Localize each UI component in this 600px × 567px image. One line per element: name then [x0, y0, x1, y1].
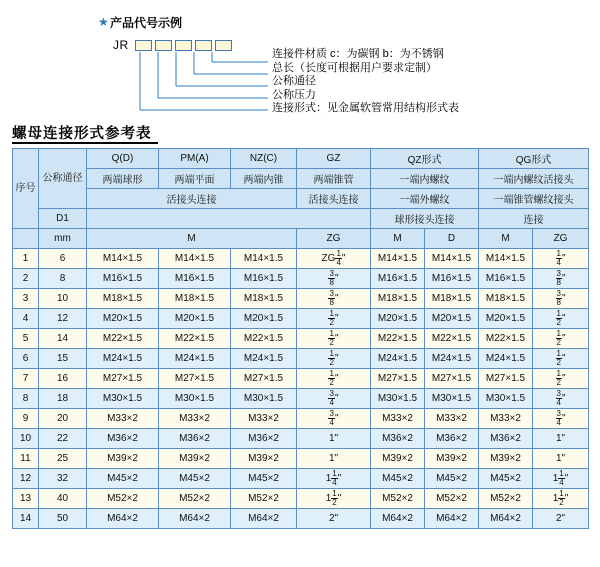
- header-dn: 公称通径: [39, 149, 87, 209]
- header-connect-qg: 一端锥管螺纹接头: [479, 189, 589, 209]
- row-q: M14×1.5: [87, 249, 159, 269]
- row-qg-zg: $\frac{1}{4}$ ": [533, 249, 589, 269]
- header-unit-m: M: [87, 229, 297, 249]
- row-gz: 1 $\frac{1}{4}$ ": [297, 469, 371, 489]
- row-q: M39×2: [87, 449, 159, 469]
- row-q: M20×1.5: [87, 309, 159, 329]
- row-pm: M14×1.5: [159, 249, 231, 269]
- row-qz-m: M52×2: [371, 489, 425, 509]
- row-qg-zg: $\frac{1}{2}$ ": [533, 329, 589, 349]
- row-qg-m: M64×2: [479, 509, 533, 529]
- row-nz: M64×2: [231, 509, 297, 529]
- row-nz: M16×1.5: [231, 269, 297, 289]
- row-pm: M16×1.5: [159, 269, 231, 289]
- row-dn: 14: [39, 329, 87, 349]
- row-qg-m: M27×1.5: [479, 369, 533, 389]
- row-qz-d: M22×1.5: [425, 329, 479, 349]
- row-qg-zg: 2": [533, 509, 589, 529]
- row-qz-m: M64×2: [371, 509, 425, 529]
- legend-label-pressure: 公称压力: [272, 88, 316, 101]
- row-qz-d: M16×1.5: [425, 269, 479, 289]
- header-unit-mm: mm: [39, 229, 87, 249]
- title-underline: [12, 142, 158, 144]
- code-box-5: [215, 40, 232, 51]
- row-seq: 11: [13, 449, 39, 469]
- row-qz-d: M27×1.5: [425, 369, 479, 389]
- row-qg-zg: $\frac{3}{4}$ ": [533, 389, 589, 409]
- row-qz-m: M30×1.5: [371, 389, 425, 409]
- header-unit-zg: ZG: [297, 229, 371, 249]
- row-dn: 8: [39, 269, 87, 289]
- product-code-legend: [0, 0, 600, 118]
- row-qz-m: M27×1.5: [371, 369, 425, 389]
- row-pm: M36×2: [159, 429, 231, 449]
- row-qg-m: M14×1.5: [479, 249, 533, 269]
- row-qz-d: M52×2: [425, 489, 479, 509]
- row-q: M27×1.5: [87, 369, 159, 389]
- header-unit-qg-zg: ZG: [533, 229, 589, 249]
- header-row-connect: [13, 189, 589, 209]
- row-qg-m: M33×2: [479, 409, 533, 429]
- table-row: [13, 389, 589, 409]
- legend-label-connection: 连接形式：见金属软管常用结构形式表: [272, 102, 459, 115]
- row-seq: 12: [13, 469, 39, 489]
- header-group-gz: GZ: [297, 149, 371, 169]
- row-nz: M39×2: [231, 449, 297, 469]
- row-qz-d: M39×2: [425, 449, 479, 469]
- row-pm: M33×2: [159, 409, 231, 429]
- row-gz: $\frac{1}{2}$ ": [297, 309, 371, 329]
- row-pm: M30×1.5: [159, 389, 231, 409]
- row-pm: M27×1.5: [159, 369, 231, 389]
- row-seq: 3: [13, 289, 39, 309]
- row-pm: M64×2: [159, 509, 231, 529]
- table-row: [13, 309, 589, 329]
- row-nz: M20×1.5: [231, 309, 297, 329]
- row-qz-d: M14×1.5: [425, 249, 479, 269]
- row-seq: 1: [13, 249, 39, 269]
- legend-labels: [272, 48, 459, 116]
- row-seq: 5: [13, 329, 39, 349]
- row-q: M45×2: [87, 469, 159, 489]
- row-qz-m: M20×1.5: [371, 309, 425, 329]
- row-qg-zg: $\frac{1}{2}$ ": [533, 349, 589, 369]
- row-dn: 18: [39, 389, 87, 409]
- table-row: [13, 429, 589, 449]
- header-group-q: Q(D): [87, 149, 159, 169]
- row-qg-zg: $\frac{3}{4}$ ": [533, 409, 589, 429]
- header-type-gz: 两端锥管: [297, 169, 371, 189]
- header-row-groups: [13, 149, 589, 169]
- row-qz-m: M22×1.5: [371, 329, 425, 349]
- row-pm: M20×1.5: [159, 309, 231, 329]
- row-q: M18×1.5: [87, 289, 159, 309]
- header-group-nz: NZ(C): [231, 149, 297, 169]
- row-q: M64×2: [87, 509, 159, 529]
- header-type-qz: 一端内螺纹: [371, 169, 479, 189]
- table-header: [13, 149, 589, 249]
- row-nz: M45×2: [231, 469, 297, 489]
- page-title: 螺母连接形式参考表: [12, 126, 152, 142]
- header-connect-qz: 一端外螺纹: [371, 189, 479, 209]
- header-seq: 序号: [13, 149, 39, 229]
- row-qz-m: M36×2: [371, 429, 425, 449]
- header-group-pm: PM(A): [159, 149, 231, 169]
- row-dn: 10: [39, 289, 87, 309]
- row-gz: 1": [297, 429, 371, 449]
- row-qz-d: M36×2: [425, 429, 479, 449]
- table-row: [13, 409, 589, 429]
- row-qg-zg: $\frac{1}{2}$ ": [533, 309, 589, 329]
- table-row: [13, 369, 589, 389]
- legend-label-length: 总长（长度可根据用户要求定制）: [272, 61, 437, 74]
- row-pm: M24×1.5: [159, 349, 231, 369]
- row-seq: 6: [13, 349, 39, 369]
- row-seq: 2: [13, 269, 39, 289]
- row-qg-zg: 1 $\frac{1}{2}$ ": [533, 489, 589, 509]
- row-pm: M39×2: [159, 449, 231, 469]
- row-nz: M14×1.5: [231, 249, 297, 269]
- row-nz: M52×2: [231, 489, 297, 509]
- row-q: M52×2: [87, 489, 159, 509]
- header-row-d1: [13, 209, 589, 229]
- row-nz: M22×1.5: [231, 329, 297, 349]
- row-gz: $\frac{1}{2}$ ": [297, 349, 371, 369]
- header-blank: [87, 209, 371, 229]
- row-qz-d: M45×2: [425, 469, 479, 489]
- row-dn: 16: [39, 369, 87, 389]
- header-unit-qg-m: M: [479, 229, 533, 249]
- row-qg-zg: 1 $\frac{1}{4}$ ": [533, 469, 589, 489]
- row-dn: 6: [39, 249, 87, 269]
- legend-label-diameter: 公称通径: [272, 75, 316, 88]
- code-box-2: [155, 40, 172, 51]
- row-gz: 2": [297, 509, 371, 529]
- row-nz: M30×1.5: [231, 389, 297, 409]
- star-icon: ★: [98, 15, 109, 29]
- header-connect-gz: 活接头连接: [297, 189, 371, 209]
- row-qz-d: M33×2: [425, 409, 479, 429]
- row-q: M30×1.5: [87, 389, 159, 409]
- row-q: M24×1.5: [87, 349, 159, 369]
- row-seq: 8: [13, 389, 39, 409]
- row-dn: 32: [39, 469, 87, 489]
- row-q: M36×2: [87, 429, 159, 449]
- code-box-3: [175, 40, 192, 51]
- row-dn: 50: [39, 509, 87, 529]
- row-qz-d: M30×1.5: [425, 389, 479, 409]
- header-qz-sub: 球形接头连接: [371, 209, 479, 229]
- row-qg-zg: 1": [533, 449, 589, 469]
- row-gz: 1 $\frac{1}{2}$ ": [297, 489, 371, 509]
- row-qg-zg: $\frac{1}{2}$ ": [533, 369, 589, 389]
- row-pm: M22×1.5: [159, 329, 231, 349]
- row-seq: 10: [13, 429, 39, 449]
- header-type-nz: 两端内锥: [231, 169, 297, 189]
- header-connect-left: 活接头连接: [87, 189, 297, 209]
- table-row: [13, 509, 589, 529]
- row-qz-m: M24×1.5: [371, 349, 425, 369]
- row-qz-d: M18×1.5: [425, 289, 479, 309]
- nut-connection-table-wrap: [12, 148, 588, 529]
- row-gz: $\frac{3}{4}$ ": [297, 409, 371, 429]
- row-qz-d: M24×1.5: [425, 349, 479, 369]
- header-qg-sub: 连接: [479, 209, 589, 229]
- header-group-qz: QZ形式: [371, 149, 479, 169]
- product-code-sample: [113, 38, 232, 52]
- row-qg-zg: $\frac{3}{8}$ ": [533, 269, 589, 289]
- row-seq: 7: [13, 369, 39, 389]
- row-qg-m: M30×1.5: [479, 389, 533, 409]
- row-qg-m: M52×2: [479, 489, 533, 509]
- row-qz-m: M18×1.5: [371, 289, 425, 309]
- row-dn: 25: [39, 449, 87, 469]
- row-qz-m: M16×1.5: [371, 269, 425, 289]
- table-row: [13, 269, 589, 289]
- row-qz-m: M39×2: [371, 449, 425, 469]
- row-seq: 9: [13, 409, 39, 429]
- row-nz: M27×1.5: [231, 369, 297, 389]
- header-unit-qz-d: D: [425, 229, 479, 249]
- row-qz-d: M20×1.5: [425, 309, 479, 329]
- legend-label-material: 连接件材质 c：为碳钢 b：为不锈钢: [272, 48, 444, 60]
- header-type-q: 两端球形: [87, 169, 159, 189]
- row-gz: $\frac{3}{4}$ ": [297, 389, 371, 409]
- row-qz-d: M64×2: [425, 509, 479, 529]
- row-gz: ZG $\frac{1}{4}$ ": [297, 249, 371, 269]
- code-prefix: JR: [113, 38, 129, 52]
- row-nz: M36×2: [231, 429, 297, 449]
- header-row-type: [13, 169, 589, 189]
- row-gz: $\frac{1}{2}$ ": [297, 329, 371, 349]
- row-seq: 14: [13, 509, 39, 529]
- row-qg-m: M16×1.5: [479, 269, 533, 289]
- header-unit-seq: [13, 229, 39, 249]
- row-qg-m: M24×1.5: [479, 349, 533, 369]
- row-gz: 1": [297, 449, 371, 469]
- row-gz: $\frac{1}{2}$ ": [297, 369, 371, 389]
- row-nz: M33×2: [231, 409, 297, 429]
- legend-title: 产品代号示例: [110, 16, 183, 30]
- table-row: [13, 349, 589, 369]
- header-type-pm: 两端平面: [159, 169, 231, 189]
- table-row: [13, 489, 589, 509]
- table-body: [13, 249, 589, 529]
- code-box-1: [135, 40, 152, 51]
- header-row-units: [13, 229, 589, 249]
- row-qg-zg: $\frac{3}{8}$ ": [533, 289, 589, 309]
- nut-connection-table: [12, 148, 589, 529]
- row-dn: 22: [39, 429, 87, 449]
- table-row: [13, 289, 589, 309]
- row-qg-m: M20×1.5: [479, 309, 533, 329]
- table-row: [13, 469, 589, 489]
- row-q: M16×1.5: [87, 269, 159, 289]
- table-row: [13, 249, 589, 269]
- row-nz: M18×1.5: [231, 289, 297, 309]
- table-row: [13, 329, 589, 349]
- table-row: [13, 449, 589, 469]
- row-pm: M45×2: [159, 469, 231, 489]
- row-qz-m: M14×1.5: [371, 249, 425, 269]
- row-qg-m: M22×1.5: [479, 329, 533, 349]
- header-type-qg: 一端内螺纹活接头: [479, 169, 589, 189]
- header-d1: D1: [39, 209, 87, 229]
- row-pm: M52×2: [159, 489, 231, 509]
- row-dn: 15: [39, 349, 87, 369]
- row-qg-m: M45×2: [479, 469, 533, 489]
- header-unit-qz-m: M: [371, 229, 425, 249]
- row-q: M22×1.5: [87, 329, 159, 349]
- row-q: M33×2: [87, 409, 159, 429]
- row-qg-m: M36×2: [479, 429, 533, 449]
- row-pm: M18×1.5: [159, 289, 231, 309]
- row-gz: $\frac{3}{8}$ ": [297, 289, 371, 309]
- code-box-4: [195, 40, 212, 51]
- row-qg-zg: 1": [533, 429, 589, 449]
- header-group-qg: QG形式: [479, 149, 589, 169]
- row-gz: $\frac{3}{8}$ ": [297, 269, 371, 289]
- row-qz-m: M45×2: [371, 469, 425, 489]
- row-seq: 4: [13, 309, 39, 329]
- row-seq: 13: [13, 489, 39, 509]
- row-dn: 12: [39, 309, 87, 329]
- row-qg-m: M18×1.5: [479, 289, 533, 309]
- row-nz: M24×1.5: [231, 349, 297, 369]
- row-dn: 20: [39, 409, 87, 429]
- row-qz-m: M33×2: [371, 409, 425, 429]
- row-qg-m: M39×2: [479, 449, 533, 469]
- row-dn: 40: [39, 489, 87, 509]
